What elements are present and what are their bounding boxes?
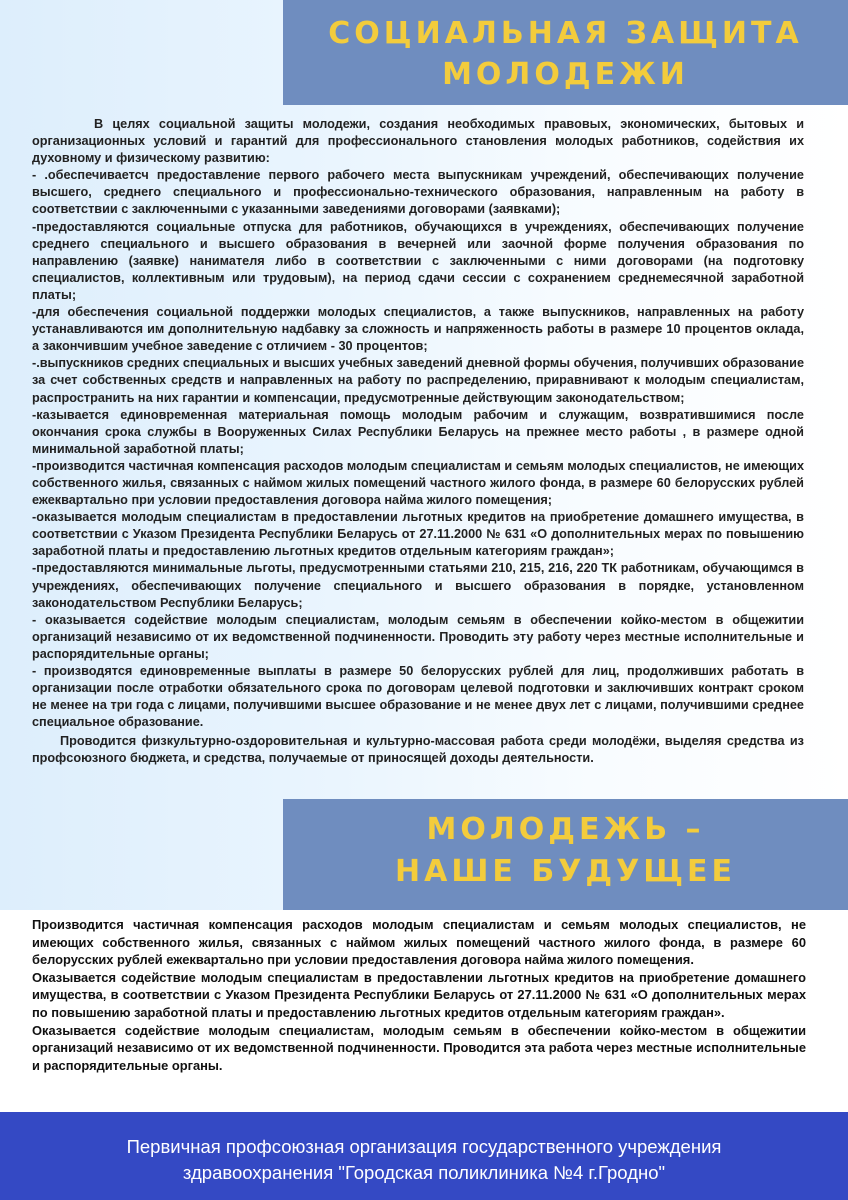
list-item: - оказывается содействие молодым специалистам, молодым семьям в обеспечении койко-местом в общежитии организаций независимо от их ведомственной подчиненности. Проводить эту работу через местные исполнительные и распорядительные органы; bbox=[32, 612, 804, 661]
section-banner bbox=[283, 799, 848, 910]
page-title-line-1: СОЦИАЛЬНАЯ ЗАЩИТА bbox=[328, 16, 803, 51]
list-item: - производятся единовременные выплаты в размере 50 белорусских рублей для лиц, продолживших работать в организации после отработки обязательного срока по договорам целевой подготовки и заключивших контракт сроком не менее на три года с лицами, получившими высшее образование и не менее двух лет с лицами, получившими среднее специальное образование. bbox=[32, 664, 804, 730]
footer-bar bbox=[0, 1112, 848, 1200]
list-item: -предоставляются минимальные льготы, предусмотренными статьями 210, 215, 216, 220 ТК работникам, обучающимся в учреждениях, обеспечивающих получение специального и высшего образования в порядке, установленном законодательством Республики Беларусь; bbox=[32, 561, 804, 610]
intro-lead: В целях социальной защиты молодежи, создания необходимых правовых, экономических, бытовых и организационных условий и гарантий для профессионального становления молодых работников, содействия их духовному и физическому развитию: bbox=[32, 117, 804, 166]
list-item: -для обеспечения социальной поддержки молодых специалистов, а также выпускников, направленных на работу устанавливаются им дополнительную надбавку за сложность и напряженность работы в размере 10 процентов оклада, а закончившим учебное заведение с отличием - 30 процентов; bbox=[32, 305, 804, 354]
paragraph: Производится частичная компенсация расходов молодым специалистам и семьям молодых специалистов, не имеющих собственного жилья, связанных с наймом жилых помещений частного жилого фонда, в размере 60 белорусских рублей ежеквартально при условии предоставления договора найма жилого помещения. bbox=[32, 917, 806, 968]
title-banner bbox=[283, 0, 848, 105]
list-item: - .обеспечиваетсч предоставление первого рабочего места выпускникам учреждений, обеспечивающих получение высшего, среднего специального и профессионально-технического образования, направленным на работу в соответствии с заключенными с указанными заведениями договорами (заявками); bbox=[32, 168, 804, 217]
section-title-line-2: НАШЕ БУДУЩЕЕ bbox=[395, 854, 736, 889]
footer-line-2: здравоохранения "Городская поликлиника №4 г.Гродно" bbox=[182, 1162, 666, 1183]
list-item: -предоставляются социальные отпуска для работников, обучающихся в учреждениях, обеспечивающих получение среднего специального и высшего образования в вечерней или заочной форме получения образования по направлению (заявке) нанимателя либо в соответствии с заключенными с ними договорами (на подготовку специалистов, коллективным или трудовым), на период сдачи сессии с сохранением среднемесячной заработной платы; bbox=[32, 219, 804, 302]
page-title-line-2: МОЛОДЕЖИ bbox=[442, 57, 689, 92]
paragraph: Оказывается содействие молодым специалистам, молодым семьям в обеспечении койко-местом в общежитии организаций независимо от их ведомственной подчиненности. Проводится эта работа через местные исполнительные и распорядительные органы. bbox=[32, 1022, 806, 1073]
social-protection-text bbox=[32, 116, 804, 768]
list-item: -производится частичная компенсация расходов молодым специалистам и семьям молодых специалистов, не имеющих собственного жилья, связанных с наймом жилых помещений частного жилого фонда, в размере 60 белорусских рублей ежеквартально при условии предоставления договора найма жилого помещения; bbox=[32, 458, 804, 508]
list-item: -казывается единовременная материальная помощь молодым рабочим и служащим, возвратившимися после окончания срока службы в Вооруженных Силах Республики Беларусь на прежнее место работы , в размере одной минимальной заработной платы; bbox=[32, 407, 804, 456]
list-item: -оказывается молодым специалистам в предоставлении льготных кредитов на приобретение домашнего имущества, в соответствии с Указом Президента Республики Беларусь от 27.11.2000 № 631 «О дополнительных мерах по повышению заработной платы и предоставлению льготных кредитов отдельным категориям граждан»; bbox=[32, 510, 804, 559]
paragraph: Оказывается содействие молодым специалистам в предоставлении льготных кредитов на приобретение домашнего имущества, в соответствии с Указом Президента Республики Беларусь от 27.11.2000 № 631 «О дополнительных мерах по повышению заработной платы и предоставлению льготных кредитов отдельным категориям граждан». bbox=[32, 969, 806, 1020]
footer-line-1: Первичная профсоюзная организация государственного учреждения bbox=[126, 1136, 722, 1157]
section-title-line-1: МОЛОДЕЖЬ – bbox=[426, 812, 705, 847]
list-item: -.выпускников средних специальных и высших учебных заведений дневной формы обучения, получивших образование за счет собственных средств и направленных на работу по распределению, приравнивают к молодым специалистам, распространить на них гарантии и компенсации, предусмотренные действующим законодательством; bbox=[32, 356, 804, 405]
youth-future-text bbox=[32, 916, 806, 1074]
intro-closing: Проводится физкультурно-оздоровительная и культурно-массовая работа среди молодёжи, выделяя средства из профсоюзного бюджета, и средства, получаемые от приносящей доходы деятельности. bbox=[32, 734, 804, 766]
